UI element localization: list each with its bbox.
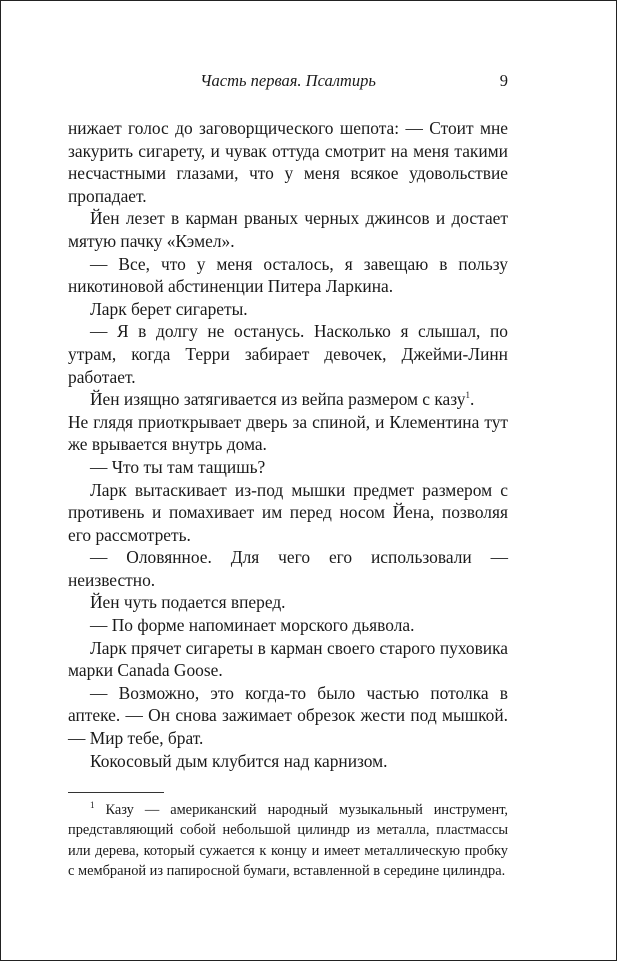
paragraph: — Оловянное. Для чего его использовали — неизвестно. bbox=[68, 547, 508, 590]
paragraph: Не глядя приоткрывает дверь за спиной, и Клементина тут же врывается внутрь дома. bbox=[68, 411, 508, 455]
paragraph: Кокосовый дым клубится над карнизом. bbox=[90, 750, 388, 771]
paragraph: — Все, что у меня осталось, я завещаю в пользу никотиновой абстиненции Питера Ларкина. bbox=[68, 253, 508, 297]
paragraph: Йен чуть подается вперед. bbox=[90, 592, 286, 613]
footnote-divider bbox=[68, 792, 164, 793]
paragraph: нижает голос до заговорщического шепота: — Стоит мне закурить сигарету, и чувак оттуда смотрит на меня такими несчастными глазами, что у меня всякое удовольствие пропадает. bbox=[68, 118, 508, 206]
footnote-text: Казу — американский народный музыкальный инструмент, представляющий собой небольшой цилиндр из металла, пластмассы или дерева, который сужается к концу и имеет металлическую пробку с мембраной из папиросной бумаги, вставленной в середине цилиндра. bbox=[68, 802, 508, 880]
paragraph: Ларк вытаскивает из-под мышки предмет размером с противень и помахивает им перед носом Йена, позволяя его рассмотреть. bbox=[68, 479, 508, 545]
footnote-reference[interactable]: 1 bbox=[465, 390, 470, 401]
footnote-marker: 1 bbox=[90, 800, 95, 810]
paragraph: — По форме напоминает морского дьявола. bbox=[90, 615, 415, 636]
paragraph: — Я в долгу не останусь. Насколько я слышал, по утрам, когда Терри забирает девочек, Джейми-Линн работает. bbox=[68, 321, 508, 387]
paragraph-text: Йен изящно затягивается из вейпа размером с казу bbox=[90, 389, 466, 410]
main-text bbox=[68, 117, 508, 772]
paragraph-with-footnote bbox=[68, 388, 508, 411]
paragraph: — Возможно, это когда-то было частью потолка в аптеке. — Он снова зажимает обрезок жести под мышкой. — Мир тебе, брат. bbox=[68, 682, 508, 749]
paragraph: Ларк прячет сигареты в карман своего старого пуховика марки Canada Goose. bbox=[68, 637, 508, 681]
sentence-end: . bbox=[469, 389, 475, 410]
page-header bbox=[68, 71, 508, 95]
paragraph: Йен лезет в карман рваных черных джинсов и достает мятую пачку «Кэмел». bbox=[68, 208, 508, 251]
running-title: Часть первая. Псалтирь bbox=[200, 71, 376, 90]
page-number: 9 bbox=[499, 71, 508, 90]
paragraph: Ларк берет сигареты. bbox=[90, 298, 248, 319]
paragraph: — Что ты там тащишь? bbox=[90, 456, 266, 477]
footnote bbox=[68, 800, 508, 882]
